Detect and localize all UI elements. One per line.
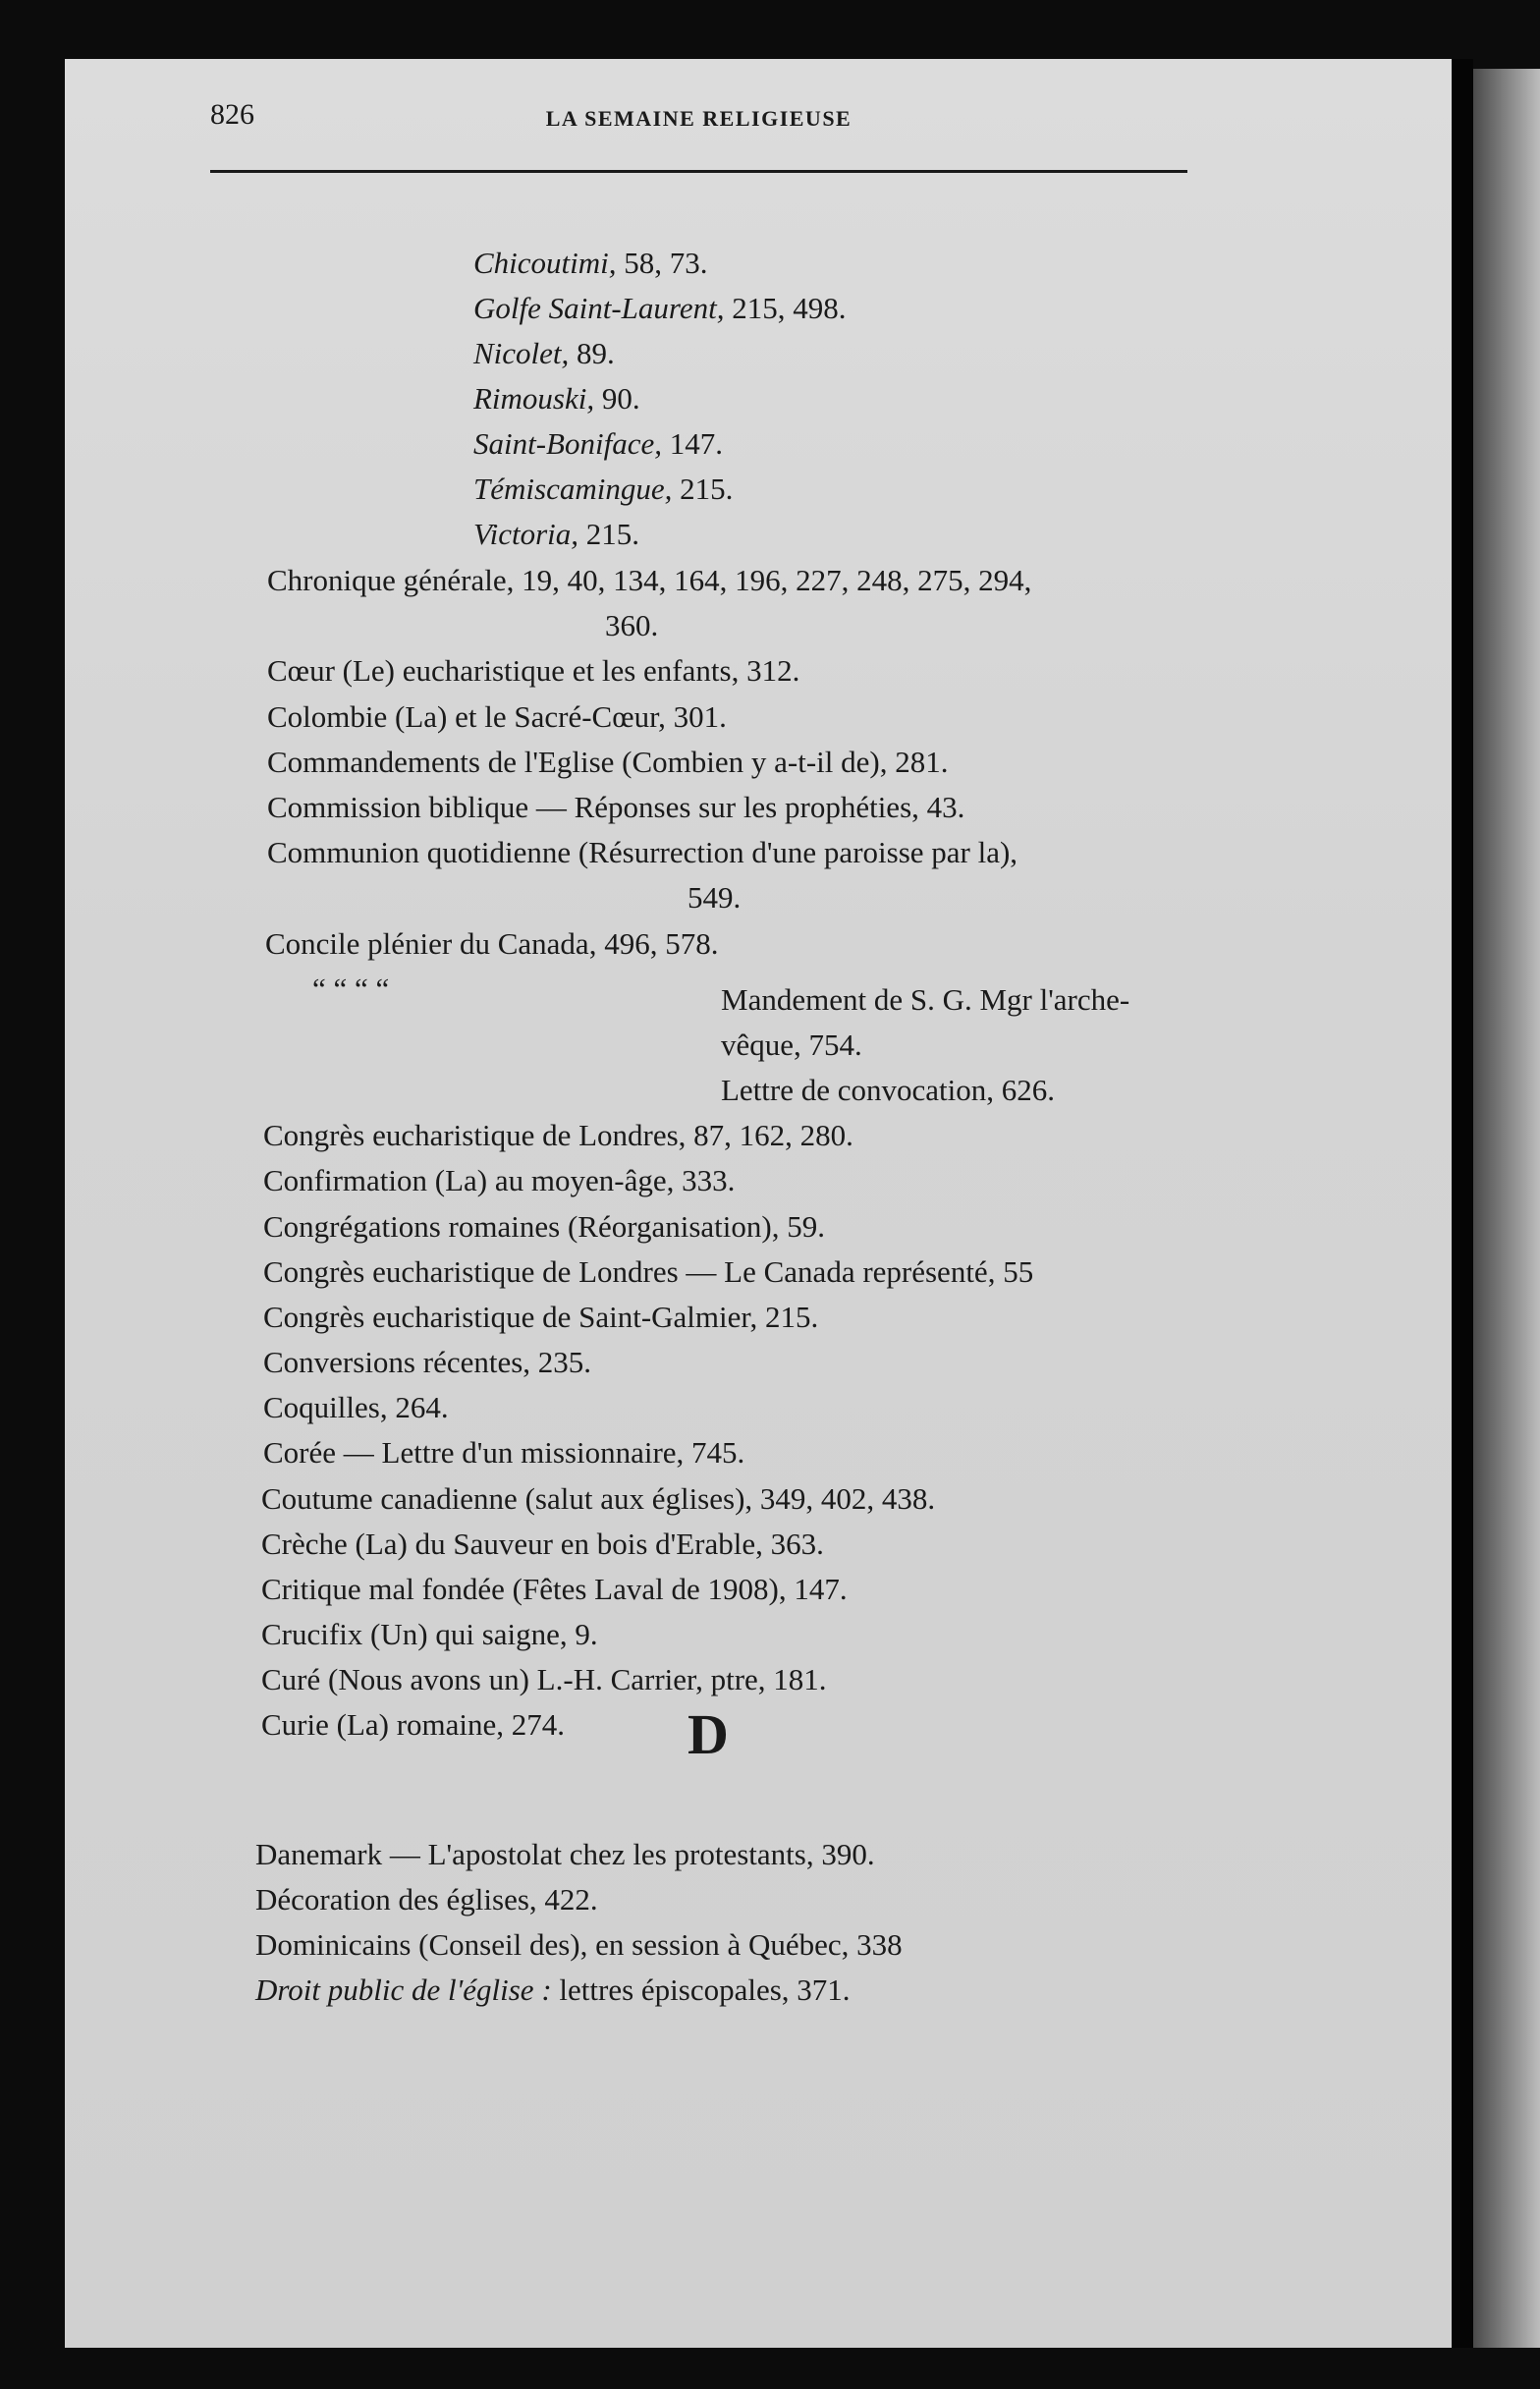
index-entry	[255, 1971, 851, 2010]
index-entry: Curie (La) romaine, 274.	[261, 1707, 566, 1742]
book-gutter	[1452, 59, 1473, 2348]
ditto-marks: “ “ “ “	[312, 972, 390, 1006]
index-entry: Crucifix (Un) qui saigne, 9.	[261, 1617, 598, 1651]
index-entry: Cœur (Le) eucharistique et les enfants, 312.	[267, 653, 800, 688]
index-entry: Curé (Nous avons un) L.-H. Carrier, ptre, 181.	[261, 1662, 827, 1696]
index-entry: Dominicains (Conseil des), en session à Québec, 338	[255, 1927, 903, 1962]
page-number: 826	[210, 98, 254, 131]
section-letter: D	[688, 1702, 729, 1766]
entry-italic: Droit public de l'église :	[255, 1972, 552, 2007]
entry-italic: Rimouski,	[473, 381, 595, 416]
index-entry: Coquilles, 264.	[263, 1390, 449, 1424]
entry-italic: Golfe Saint-Laurent,	[473, 291, 725, 325]
index-entry: Congrès eucharistique de Londres, 87, 162, 280.	[263, 1118, 853, 1152]
index-entry-continuation: 360.	[605, 608, 659, 642]
entry-italic: Saint-Boniface,	[473, 426, 662, 461]
index-entry: Colombie (La) et le Sacré-Cœur, 301.	[267, 699, 727, 734]
index-entry: Concile plénier du Canada, 496, 578.	[265, 926, 719, 961]
index-entry: Congrégations romaines (Réorganisation), 59.	[263, 1209, 825, 1244]
index-entry	[473, 424, 723, 464]
index-entry: Commandements de l'Eglise (Combien y a-t-il de), 281.	[267, 745, 949, 779]
index-subentry: Mandement de S. G. Mgr l'arche-	[721, 982, 1130, 1017]
index-subentry: Lettre de convocation, 626.	[721, 1073, 1056, 1107]
index-entry: Coutume canadienne (salut aux églises), 349, 402, 438.	[261, 1481, 936, 1516]
index-entry	[473, 334, 615, 373]
entry-pages: 90.	[594, 381, 640, 416]
entry-italic: Témiscamingue,	[473, 472, 673, 506]
index-entry	[473, 470, 733, 509]
index-entry	[473, 379, 640, 418]
index-entry	[473, 289, 846, 328]
index-entry	[473, 244, 708, 283]
index-entry: Communion quotidienne (Résurrection d'une paroisse par la),	[267, 835, 1018, 869]
entry-pages: lettres épiscopales, 371.	[551, 1972, 851, 2007]
header-rule	[210, 170, 1187, 173]
page-header	[210, 98, 1187, 138]
index-entry: Crèche (La) du Sauveur en bois d'Erable, 363.	[261, 1527, 824, 1561]
running-title: LA SEMAINE RELIGIEUSE	[545, 106, 852, 131]
index-entry: Danemark — L'apostolat chez les protestants, 390.	[255, 1837, 875, 1871]
index-entry: Chronique générale, 19, 40, 134, 164, 196, 227, 248, 275, 294,	[267, 563, 1032, 597]
index-entry: Commission biblique — Réponses sur les prophéties, 43.	[267, 790, 965, 824]
index-entry	[473, 515, 639, 554]
index-entry: Congrès eucharistique de Saint-Galmier, 215.	[263, 1300, 819, 1334]
index-entry-continuation: 549.	[688, 880, 742, 915]
entry-pages: 147.	[661, 426, 723, 461]
entry-pages: 89.	[569, 336, 615, 370]
entry-pages: 215.	[578, 517, 640, 551]
index-entry: Congrès eucharistique de Londres — Le Canada représenté, 55	[263, 1254, 1034, 1289]
facing-page-edge	[1473, 69, 1540, 2348]
index-entry: Corée — Lettre d'un missionnaire, 745.	[263, 1435, 745, 1470]
entry-pages: 215.	[672, 472, 734, 506]
index-entry: Conversions récentes, 235.	[263, 1345, 592, 1379]
index-entry: Décoration des églises, 422.	[255, 1882, 598, 1917]
entry-pages: 58, 73.	[616, 246, 708, 280]
index-subentry-continuation: vêque, 754.	[721, 1028, 862, 1062]
entry-italic: Victoria,	[473, 517, 579, 551]
entry-pages: 215, 498.	[724, 291, 847, 325]
entry-italic: Chicoutimi,	[473, 246, 617, 280]
index-entry: Confirmation (La) au moyen-âge, 333.	[263, 1163, 736, 1197]
entry-italic: Nicolet,	[473, 336, 570, 370]
index-entry: Critique mal fondée (Fêtes Laval de 1908), 147.	[261, 1572, 848, 1606]
